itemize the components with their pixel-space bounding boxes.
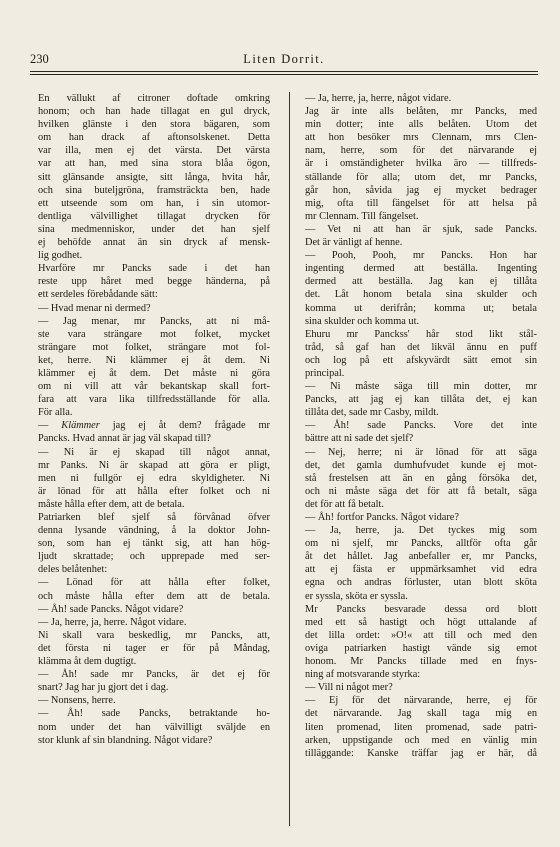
running-title: Liten Dorrit.	[243, 52, 325, 66]
text-line: klämma åt dem dugtigt.	[38, 656, 137, 668]
text-line: stå frestelsen att än en gång försöka det,	[305, 472, 537, 484]
text-line: att ej fästa er uppmärksamhet vid edra	[305, 564, 537, 576]
text-line: deles belåtenhet:	[38, 564, 108, 576]
text-line: det lilla ordet: »O!« att till och med den	[305, 629, 537, 641]
text-line: — Pooh, Pooh, mr Pancks. Hon har	[305, 250, 537, 262]
text-line: Det är vänligt af henne.	[305, 237, 403, 249]
text-line: liten promenad, liten promenad, sade patri-	[305, 721, 537, 733]
left-column	[38, 92, 270, 747]
text-line: ett serdeles förebådande sätt:	[38, 289, 158, 301]
text-line: var illa, men ej det värsta. Det värsta	[38, 145, 270, 157]
text-line: arken, uppstigande och med en vänlig min	[305, 734, 537, 746]
text-line: tilläggande: Kanske träffar jag er här, då	[305, 747, 537, 759]
text-line: sina skulder och komma ut.	[305, 315, 420, 327]
column-divider	[289, 92, 290, 826]
text-line: principal.	[305, 367, 345, 379]
text-line: ket, herre. Ni klämmer ej åt dem. Ni	[38, 354, 270, 366]
text-line: — Ja, herre, ja, herre. Något vidare.	[38, 616, 187, 628]
text-line: Jag är inte alls belåten, mr Pancks, med	[305, 106, 537, 118]
text-line: det närvarande. Jag skall taga mig en	[305, 708, 537, 720]
text-line: ingenting dermed att beställa. Ingenting	[305, 263, 537, 275]
text-line: klämmer ej åt dem. Det måste ni göra	[38, 367, 270, 379]
text-line: måste hålla efter dem, att de betala.	[38, 498, 185, 510]
text-line: ljudt skrattade; och upprepade med ser-	[38, 551, 270, 563]
text-line: — Hvad menar ni dermed?	[38, 302, 151, 314]
text-line: — Åh! sade Pancks. Vore det inte	[305, 420, 537, 432]
text-line: går hon, såvida jag ej mycket bedrager	[305, 184, 537, 196]
text-line: det för att få betalt.	[305, 498, 384, 510]
text-line: Pancks. Hvad annat är jag väl skapad till?	[38, 433, 211, 445]
text-line: egna och andras förluster, utan blott sköta	[305, 577, 537, 589]
text-line: dentliga välvillighet tillagat drycken för	[38, 210, 270, 222]
text-line: — Ja, herre, ja. Det tyckes mig som	[305, 525, 537, 537]
text-line: komma ut derifrån; komma ut; betala	[305, 302, 537, 314]
text-line: — Nej, herre; ni är lönad för att säga	[305, 446, 537, 458]
text-line: — Klämmer jag ej åt dem? frågade mr	[38, 420, 270, 432]
text-line: tillåta det, sade mr Casby, mildt.	[305, 407, 439, 419]
text-line: åt det hållet. Jag anbefaller er, mr Pancks,	[305, 551, 537, 563]
text-line: stor klunk af sin blandning. Något vidare?	[38, 734, 213, 746]
text-line: det första ni tager er för på Måndag,	[38, 642, 270, 654]
text-line: — Åh! sade Pancks. Något vidare?	[38, 603, 184, 615]
page-number: 230	[30, 52, 49, 66]
text-line: är i omständigheter hvilka äro — tillfreds-	[305, 158, 537, 170]
text-line: hvilken glänste i den stora bägaren, som	[38, 119, 270, 131]
text-line: — Ja, herre, ja, herre, något vidare.	[305, 93, 452, 104]
text-line: tråd, så gaf han det likväl ännu en puff	[305, 341, 537, 353]
header-rule-bottom	[30, 74, 538, 75]
text-line: — Ej för det närvarande, herre, ej för	[305, 695, 537, 707]
text-line: — Vet ni att han är sjuk, sade Pancks.	[305, 223, 537, 235]
header-rule-top	[30, 71, 538, 72]
text-line: dermed att beställa. Jag kan ej tillåta	[305, 276, 537, 288]
text-line: och måste hålla efter dem att de betala.	[38, 590, 270, 602]
text-line: Pancks, att jag ej kan tillåta det, ej kan	[305, 394, 537, 406]
text-line: ning af motsvarande styrka:	[305, 669, 421, 681]
text-line: och sina buteljgröna, framsträckta ben, hade	[38, 184, 270, 196]
text-line: reste upp håret med begge händerna, på	[38, 276, 270, 288]
text-line: det, det gamla dumhufvudet kunde ej mot-	[305, 459, 537, 471]
text-line: Ni skall vara beskedlig, mr Pancks, att,	[38, 629, 270, 641]
text-line: det. Låt honom betala sina skulder och	[305, 289, 537, 301]
text-line: om ni vill att vår bekantskap skall fort-	[38, 381, 270, 393]
text-line: En vällukt af citroner doftade omkring	[38, 93, 270, 104]
text-line: snart? Jag har ju gjort det i dag.	[38, 682, 169, 694]
text-line: är lönad för att hålla efter folket och ni	[38, 485, 270, 497]
text-line: sitt glänsande ansigte, sitt långa, hvita hår,	[38, 171, 270, 183]
text-line: — Ni måste säga till min dotter, mr	[305, 381, 537, 393]
text-line: och ni måste säga det för att få betalt, säga	[305, 485, 537, 497]
text-line: honom; och han hade tillagat en gul dryck,	[38, 106, 270, 118]
text-line: — Åh! fortfor Pancks. Något vidare?	[305, 512, 459, 523]
text-line: mig, ofta till fängelset för att helsa på	[305, 197, 537, 209]
text-line: — Vill ni något mer?	[305, 682, 393, 694]
text-line: denna lysande vändning, å la doktor John-	[38, 525, 270, 537]
text-line: ett utseende som om han, i sin utomor-	[38, 197, 270, 209]
page-header	[30, 52, 538, 70]
text-line: att hon besöker mrs Clennam, mrs Clen-	[305, 132, 537, 144]
text-line: om ni sjelf, mr Pancks, alltför ofta går	[305, 538, 537, 550]
text-line: Mr Pancks besvarade dessa ord blott	[305, 603, 537, 615]
text-line: om han drack af aftonsolskenet. Detta	[38, 132, 270, 144]
text-line: — Nonsens, herre.	[38, 695, 116, 707]
text-line: — Åh! sade mr Pancks, är det ej för	[38, 669, 270, 681]
text-line: mr Clennam. Till fängelset.	[305, 210, 419, 222]
text-line: min dotter; inte alls belåten. Utom det	[305, 119, 537, 131]
text-line: Patriarken blef sjelf så förvånad öfver	[38, 512, 270, 523]
text-line: mr Panks. Ni är skapad att göra er pligt,	[38, 459, 270, 471]
text-line: med ett så hastigt och högt uttalande af	[305, 616, 537, 628]
text-line: nam, herre, som för det närvarande ej	[305, 145, 537, 157]
text-line: nom under det han välvilligt sväljde en	[38, 721, 270, 733]
text-line: honom. Mr Pancks tillade med en fnys-	[305, 656, 537, 668]
text-line: ste vara strängare mot folket, mycket	[38, 328, 270, 340]
text-line: fara att vara lika tillfredsställande för alla.	[38, 394, 270, 406]
text-line: och log på ett afskyvärdt sätt emot sin	[305, 354, 537, 366]
text-line: För alla.	[38, 407, 73, 419]
text-line: bättre att ni sade det sjelf?	[305, 433, 414, 445]
text-line: ställande för alla; utom det, mr Pancks,	[305, 171, 537, 183]
text-line: men ni fullgör ej edra skyldigheter. Ni	[38, 472, 270, 484]
text-line: son, som han ej tänkt sig, att han hög-	[38, 538, 270, 550]
text-line: sina medmenniskor, under det han sjelf	[38, 223, 270, 235]
text-line: oviga patriarken hastigt vände sig emot	[305, 642, 537, 654]
text-line: — Lönad för att hålla efter folket,	[38, 577, 270, 589]
text-line: strängare mot folket, strängare mot fol-	[38, 341, 270, 353]
text-line: var att han, med sina stora blåa ögon,	[38, 158, 270, 170]
text-line: lig godhet.	[38, 250, 83, 262]
text-line: — Ni är ej skapad till något annat,	[38, 446, 270, 458]
text-line: — Jag menar, mr Pancks, att ni må-	[38, 315, 270, 327]
text-line: ej behöfde annat än sin dryck af mensk-	[38, 237, 270, 249]
text-line: Ehuru mr Panckss' hår stod likt stål-	[305, 328, 537, 340]
right-column	[305, 92, 537, 760]
text-line: er syssla, sköta er syssla.	[305, 590, 408, 602]
text-line: Hvarföre mr Pancks sade i det han	[38, 263, 270, 275]
text-line: — Åh! sade Pancks, betraktande ho-	[38, 708, 270, 720]
